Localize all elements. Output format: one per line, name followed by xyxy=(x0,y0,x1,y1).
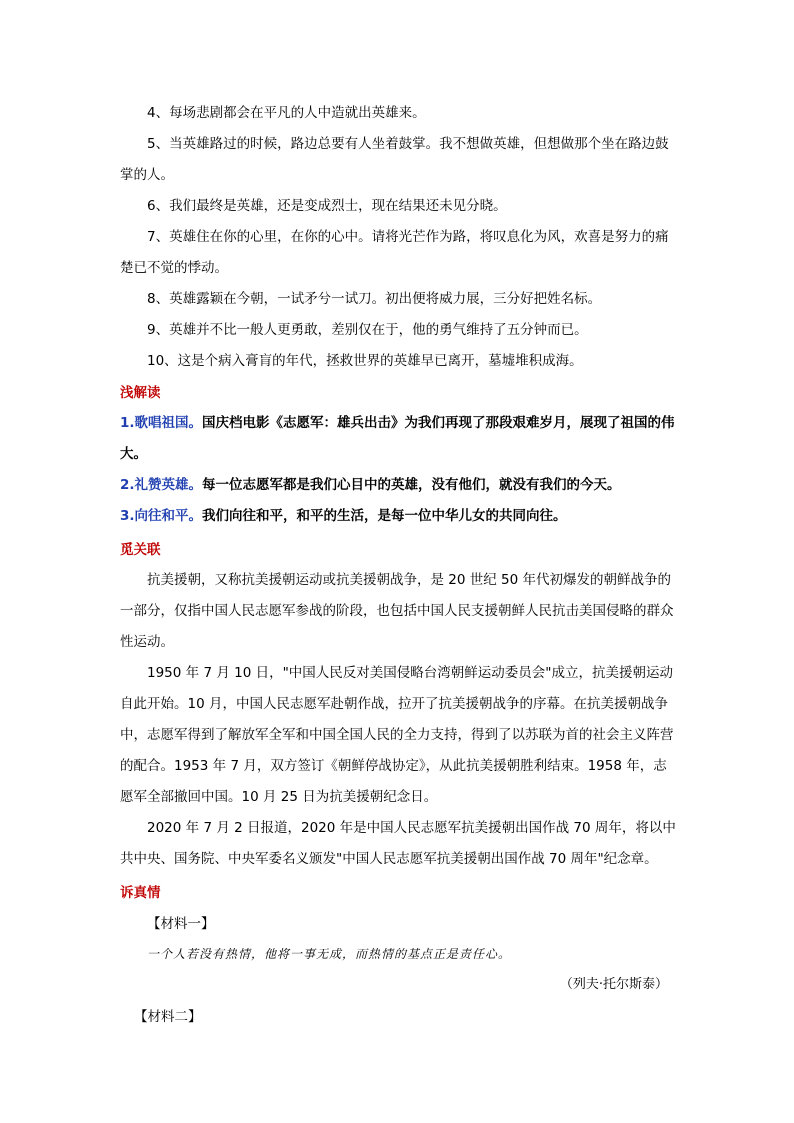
interpret-item-2-title: 2.礼赞英雄。 xyxy=(120,477,203,493)
interpret-item-1-text: 国庆档电影《志愿军：雄兵出击》为我们再现了那段艰难岁月，展现了祖国的伟大。 xyxy=(120,415,675,462)
interpret-item-2 xyxy=(120,470,676,501)
material-2-label: 【材料二】 xyxy=(134,1009,202,1025)
interpret-item-1 xyxy=(120,408,676,470)
section-heading-interpret: 浅解读 xyxy=(120,385,161,401)
hero-quote-8: 8、英雄露颖在今朝，一试矛兮一试刀。初出便将威力展，三分好把姓名标。 xyxy=(147,291,602,307)
material-1-quote: 一个人若没有热情，他将一事无成，而热情的基点正是责任心。 xyxy=(147,947,512,961)
hero-quote-5: 5、当英雄路过的时候，路边总要有人坐着鼓掌。我不想做英雄，但想做那个坐在路边鼓掌的人。 xyxy=(120,136,669,183)
hero-quote-7: 7、英雄住在你的心里，在你的心中。请将光芒作为路，将叹息化为风，欢喜是努力的痛楚已不觉的悸动。 xyxy=(120,229,669,276)
related-paragraph-3: 2020 年 7 月 2 日报道，2020 年是中国人民志愿军抗美援朝出国作战 70 周年，将以中共中央、国务院、中央军委名义颁发"中国人民志愿军抗美援朝出国作战 70 周年"纪念章。 xyxy=(120,820,676,867)
interpret-item-3 xyxy=(120,501,676,532)
hero-quote-6: 6、我们最终是英雄，还是变成烈士，现在结果还未见分晓。 xyxy=(147,198,507,214)
section-heading-related: 觅关联 xyxy=(120,542,161,558)
interpret-item-3-title: 3.向往和平。 xyxy=(120,508,203,524)
interpret-item-2-text: 每一位志愿军都是我们心目中的英雄，没有他们，就没有我们的今天。 xyxy=(202,477,621,493)
hero-quote-10: 10、这是个病入膏肓的年代，拯救世界的英雄早已离开，墓墟堆积成海。 xyxy=(147,353,583,369)
interpret-item-1-title: 1.歌唱祖国。 xyxy=(120,415,203,431)
material-1-label: 【材料一】 xyxy=(147,916,215,932)
related-paragraph-2: 1950 年 7 月 10 日，"中国人民反对美国侵略台湾朝鲜运动委员会"成立，抗美援朝运动自此开始。10 月，中国人民志愿军赴朝作战，拉开了抗美援朝战争的序幕。在抗美援朝战争中，志愿军得到了解放军全军和中国全国人民的全力支持，得到了以苏联为首的社会主义阵营的配合。1953 年 7 月，双方签订《朝鲜停战协定》，从此抗美援朝胜利结束。1958 年，志愿军全部撤回中国。10 月 25 日为抗美援朝纪念日。 xyxy=(120,665,674,805)
related-paragraph-1: 抗美援朝，又称抗美援朝运动或抗美援朝战争，是 20 世纪 50 年代初爆发的朝鲜战争的一部分，仅指中国人民志愿军参战的阶段，也包括中国人民支援朝鲜人民抗击美国侵略的群众性运动。 xyxy=(120,572,674,650)
material-1-author: （列夫·托尔斯泰） xyxy=(559,977,668,992)
section-heading-truth: 诉真情 xyxy=(120,885,161,901)
hero-quote-9: 9、英雄并不比一般人更勇敢，差别仅在于，他的勇气维持了五分钟而已。 xyxy=(147,322,588,338)
interpret-item-3-text: 我们向往和平，和平的生活，是每一位中华儿女的共同向往。 xyxy=(202,508,567,524)
hero-quote-4: 4、每场悲剧都会在平凡的人中造就出英雄来。 xyxy=(147,105,426,121)
